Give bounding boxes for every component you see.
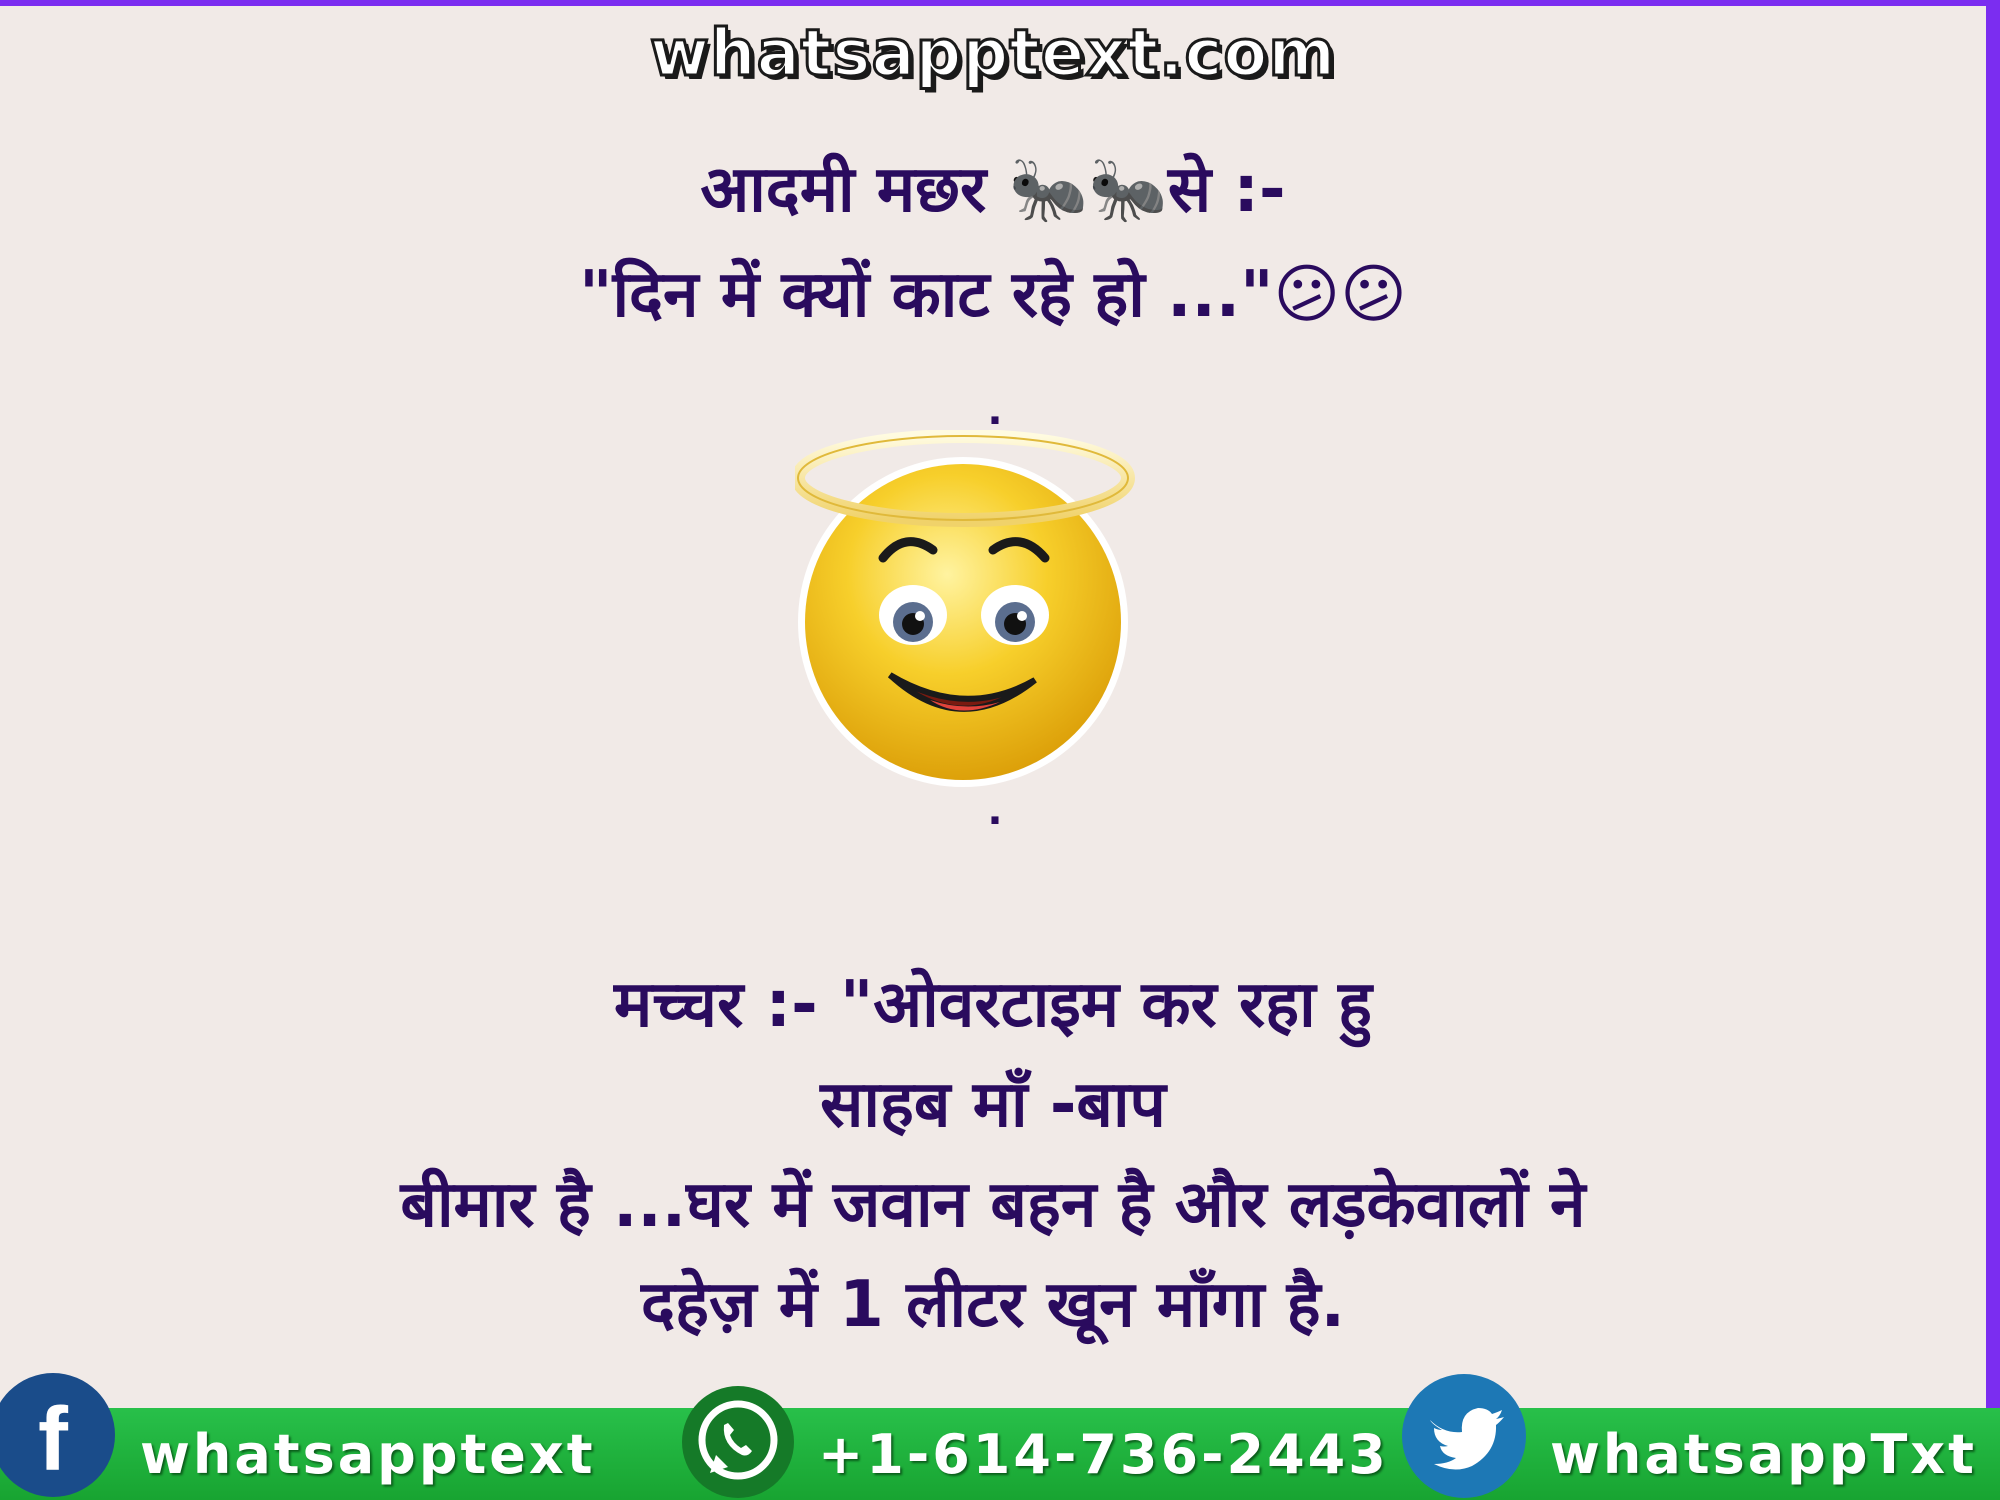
joke-question-speaker: आदमी मछर 🐜🐜से :-	[700, 153, 1286, 227]
whatsapp-icon[interactable]	[678, 1385, 798, 1500]
joke-line-1	[0, 150, 1986, 230]
facebook-icon[interactable]	[0, 1370, 118, 1500]
dot-separator: .	[987, 388, 1003, 434]
joke-answer-text: बीमार है ...घर में जवान बहन है और लड़केवालों ने	[400, 1168, 1586, 1242]
joke-answer-line-4	[0, 1265, 1986, 1345]
joke-answer-line-1	[0, 965, 1986, 1045]
site-logo: whatsapptext.com	[649, 17, 1337, 91]
joke-answer-line-3	[0, 1165, 1986, 1245]
whatsapp-number: +1-614-736-2443	[818, 1422, 1389, 1486]
joke-question-text: "दिन में क्यों काट रहे हो ..."😕😕	[579, 258, 1407, 332]
joke-answer-text: साहब माँ -बाप	[820, 1068, 1166, 1142]
whatsapp-link[interactable]	[818, 1408, 1389, 1500]
dot-separator: .	[987, 788, 1003, 834]
facebook-handle: whatsapptext	[140, 1422, 596, 1486]
twitter-link[interactable]	[1550, 1408, 1977, 1500]
frame-right-border	[1986, 0, 2000, 1500]
twitter-icon[interactable]	[1400, 1372, 1528, 1500]
svg-text:f: f	[38, 1390, 68, 1490]
angel-smiley-icon	[795, 430, 1135, 790]
frame-top-border	[0, 0, 2000, 6]
joke-answer-text: दहेज़ में 1 लीटर खून माँगा है.	[641, 1268, 1345, 1342]
twitter-handle: whatsappTxt	[1550, 1422, 1977, 1486]
joke-answer-line-2	[0, 1065, 1986, 1145]
joke-answer-text: मच्चर :- "ओवरटाइम कर रहा हु	[614, 968, 1372, 1042]
facebook-link[interactable]	[140, 1408, 596, 1500]
joke-line-2	[0, 255, 1986, 335]
